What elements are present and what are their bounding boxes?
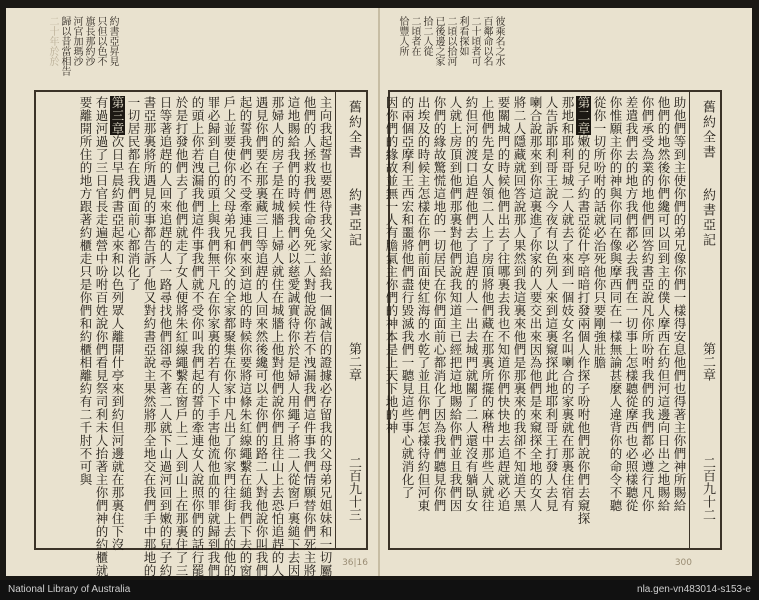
chapter-label: 第二章 — [346, 342, 361, 381]
running-title: 舊約全書 — [346, 100, 361, 160]
margin-notes — [46, 16, 118, 76]
text-column: 起的誓我們必不受牽連我們來到這地的時候你要將這條朱紅線繩繫在縋我們下去的窗 — [238, 96, 253, 577]
text-columns — [384, 92, 688, 548]
chapter-start-column: 第三章次日早晨約書亞起來和以色列眾人離開什亭來到約但河邊就在那裏住下沒 — [110, 96, 125, 551]
text-column: 那地和耶利哥城二人就去了來到一個妓女名叫喇合的家裏就在那裏住宿有 — [560, 96, 575, 512]
text-column: 日等著追趕的人回來追趕的人一路尋找他們卻尋不著二人就下山過河回到嫩的兒子約 — [158, 96, 173, 577]
text-column: 從你一切所吩咐的話就必治死他你只要剛強壯膽 — [592, 96, 607, 369]
margin-note: 歸以昔當相告 — [59, 16, 70, 76]
margin-note: 約書亞昇見 — [107, 16, 118, 66]
text-column: 書亞那裏將所遇見的事都告訴了他又對約書亞說主果然將那全地交在我們手中那地的 — [142, 96, 157, 577]
margin-note: 二十頃者可 — [469, 16, 480, 66]
text-column: 他們的人拯救我們性命免死二人對他說你若不洩漏我們這件事我們情願替你們死主將 — [302, 96, 317, 577]
text-column: 他們的地然後你們纔可以回到主的僕人摩西在約但河這邊向日出之地賜給 — [656, 96, 671, 512]
text-column: 上他們先是女人領二人上了房頂將他們藏在那裏所擺的麻稭中那些人就往 — [480, 96, 495, 512]
text-columns — [34, 92, 334, 577]
text-column: 罪必歸到自己的頭上與我們無干凡在你家裏的若有人下手害他流他血的罪就歸到我們 — [206, 96, 221, 577]
margin-note: 百鄰命以名 — [481, 16, 492, 66]
book-name: 約書亞記 — [346, 188, 361, 248]
text-column: 出埃及的時候主怎樣在你們前面使紅海的水乾了並且你們怎樣待約但河東 — [416, 96, 431, 512]
text-column: 一切居民都在我們面前心都消化了 — [126, 96, 141, 291]
book-name: 約書亞記 — [700, 188, 715, 248]
page-stamp: 300 — [674, 558, 692, 568]
text-column: 人就上房頂到他們那裏對他們說我知道主已經把這地賜給你們並且我們因 — [448, 96, 463, 512]
text-column: 助他們等到主使你們的弟兄像你們一樣得安息他們也得著主你們神所賜給 — [672, 96, 687, 512]
margin-note: 二頃以拾河 — [445, 16, 456, 66]
text-column: 因你們的緣故並無一人有膽氣主你們的神本是上天下地的神 — [384, 96, 399, 434]
text-column: 的兩個亞摩利王西宏和噩將他們盡行毀滅我們一聽見這些事心就消化了 — [400, 96, 415, 499]
text-column: 有過河過了三日官長走遍營中吩咐百姓說你們看見祭司利未人抬著主你們神的約櫃就 — [94, 96, 109, 577]
text-frame — [384, 90, 722, 550]
text-column: 那婦人的房子是在城牆上婦人就住在城牆上他對他們說你們且往山上去恐怕追趕的人 — [270, 96, 285, 577]
page-number: 二百九十二 — [700, 456, 715, 521]
text-column: 要離開所住的地方跟著約櫃走只是你們和約櫃相離約有二千肘不可與 — [78, 96, 93, 486]
text-column: 將二人隱藏就回答說那人果然到我這裏來他們是那裏來的我卻不知道天黑 — [512, 96, 527, 512]
margin-note: 河官加瑪沙 — [71, 16, 82, 66]
chapter-label: 第二章 — [700, 342, 715, 381]
page-number: 二百九十三 — [346, 456, 361, 521]
margin-note: 恰豐人所 — [397, 16, 408, 56]
text-column: 這地賜給我們的時候我們必以慈愛誠實待你於是婦人用繩子將二人從窗戶裏縋下去因 — [286, 96, 301, 577]
running-title: 舊約全書 — [700, 100, 715, 160]
text-column: 戶上並要使你的父母弟兄和你父的全家都聚集在你家中凡出了你家門往街上去的他的 — [222, 96, 237, 577]
library-credit: National Library of Australia — [8, 584, 131, 595]
margin-note: 旗長那約沙 — [83, 16, 94, 66]
text-column: 差遣我們去的地方我們都必去我們在一切事上怎樣聽從摩西也必照樣聽從 — [624, 96, 639, 512]
margin-note: 已後邊之家 — [433, 16, 444, 66]
left-page — [6, 8, 380, 576]
right-page — [380, 8, 752, 576]
margin-note: 二十年於於 — [47, 16, 58, 66]
text-column: 約但河的渡口追趕他們去了追趕的人一出去城門就關了二人還沒有躺臥女 — [464, 96, 479, 512]
chapter-marker: 第三章 — [110, 96, 125, 135]
margin-note: 利看探如 — [457, 16, 468, 56]
margin-note: 彼乘名之水 — [493, 16, 504, 66]
text-column: 遇見你們要在那裏藏三日等追趕的人回來然後纔可以走你們的路二人對他說你叫我們 — [254, 96, 269, 577]
scan-footer — [0, 580, 759, 600]
text-column: 的頭上你若洩漏我們這件事我們就不受你叫我們起的誓的牽連女人說照你們的話行罷 — [190, 96, 205, 577]
page-header — [335, 92, 366, 548]
record-id: nla.gen-vn483014-s153-e — [637, 584, 751, 595]
text-column: 人告訴耶利哥王說今夜有以色列人來到這裏窺探此地耶利哥王打發人去見 — [544, 96, 559, 512]
text-column: 你們的緣故驚慌這地的一切居民在你們面前心都消化了因為我們聽見你們 — [432, 96, 447, 512]
margin-note: 拾二人從 — [421, 16, 432, 56]
margin-note: 二頃者在 — [409, 16, 420, 56]
text-column: 喇合說那來到你這裏進了你家的人要交出來因為他們是來窺探全地的女人 — [528, 96, 543, 512]
text-column: 你們承受為業的地他們回答約書亞說凡你所吩咐我們的我們都必遵行凡你 — [640, 96, 655, 512]
chapter-marker: 第二章 — [576, 96, 591, 135]
text-column: 要關城門的時候他們出去了往哪裏去我也不知道你們快快地去追趕就必追 — [496, 96, 511, 512]
page-stamp: 36|16 — [342, 558, 368, 568]
margin-notes — [396, 16, 504, 66]
text-column: 你惟願主你的神與你同在像與摩西同在一樣無論甚麼人違背你的命令不聽 — [608, 96, 623, 512]
text-column: 主向我起誓也要恩待我父家並給我一個誠信的證據必存留我的父母弟兄姐妹和一切屬 — [318, 96, 333, 577]
chapter-start-column: 第二章嫩的兒子約書亞從什亭暗暗打發兩個人作探子吩咐他們說你們去窺探 — [576, 96, 591, 525]
margin-note: 只但以色不 — [95, 16, 106, 66]
text-column: 於是打發他們去了他們就走了女人便將朱紅線繩繫在窗戶上二人到山上在那裏住了三 — [174, 96, 189, 577]
page-header — [689, 92, 720, 548]
